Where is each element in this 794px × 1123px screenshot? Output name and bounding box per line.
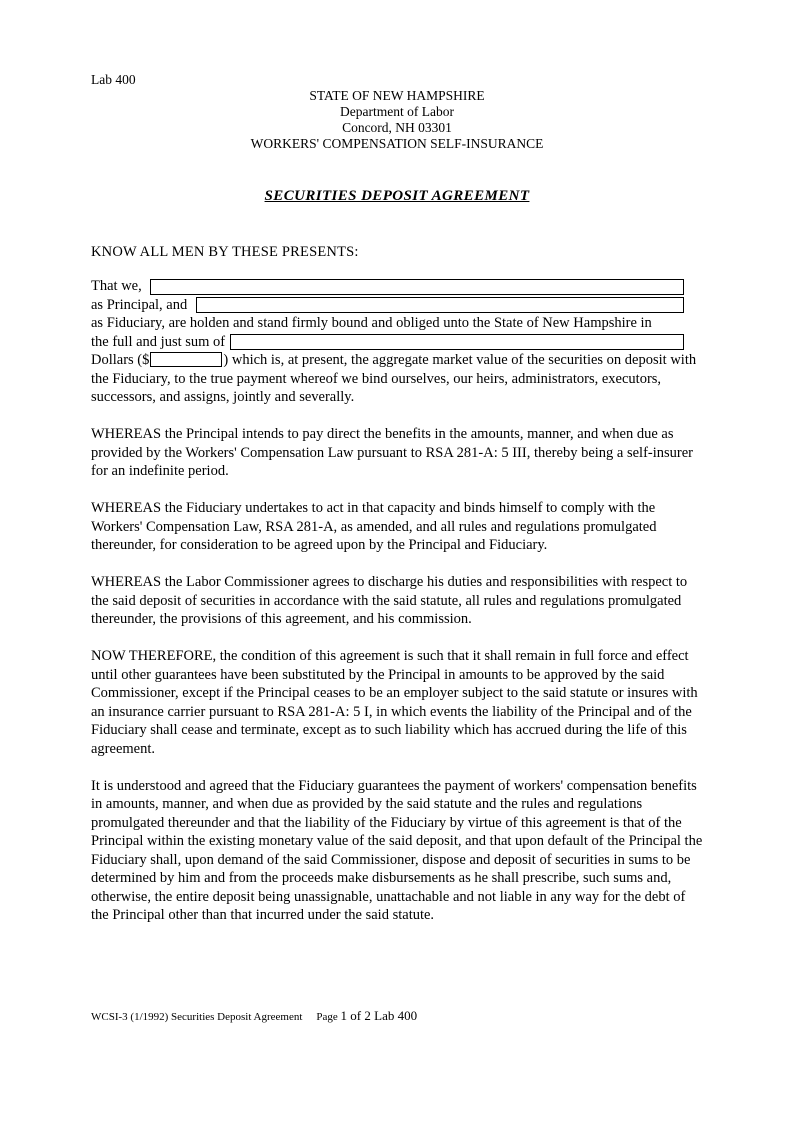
header-program: WORKERS' COMPENSATION SELF-INSURANCE [250, 136, 544, 151]
principal-line [91, 277, 703, 296]
header-department: Department of Labor [340, 104, 454, 119]
that-we-label: That we, [91, 278, 146, 294]
principal-name-field[interactable] [150, 279, 684, 295]
sum-of-label: the full and just sum of [91, 333, 226, 350]
header-state: STATE OF NEW HAMPSHIRE [309, 88, 485, 103]
header-city: Concord, NH 03301 [342, 120, 452, 135]
fiduciary-line [91, 296, 703, 315]
paragraph-whereas-fiduciary: WHEREAS the Fiduciary undertakes to act in that capacity and binds himself to comply with the Workers' Compensation Law, RSA 281-A, as amended, and all rules and regulations promulgated thereunder, for consideration to be agreed upon by the Principal and Fiduciary. [91, 500, 657, 553]
sum-words-line [91, 333, 703, 352]
fiduciary-name-field[interactable] [196, 297, 684, 313]
intro-continuation [91, 351, 703, 407]
as-principal-label: as Principal, and [91, 296, 191, 313]
intro-continuation-text: ) which is, at present, the aggregate market value of the securities on deposit with the Fiduciary, to the true payment whereof we bind ourselves, our heirs, administrators, executors, successors, and assigns, jointly and severally. [91, 352, 697, 405]
paragraph-now-therefore: NOW THEREFORE, the condition of this agreement is such that it shall remain in full force and effect until other guarantees have been substituted by the Principal in amounts to be approved by the said Commissioner, except if the Principal ceases to be an employer subject to the said statute or insures with an insurance carrier pursuant to RSA 281-A: 5 I, in which events the liability of the Principal and of the Fiduciary shall cease and terminate, except as to such liability which has accrued during the life of this agreement. [91, 648, 698, 757]
intro-block [91, 277, 703, 407]
paragraph-whereas-principal: WHEREAS the Principal intends to pay direct the benefits in the amounts, manner, and when due as provided by the Workers' Compensation Law pursuant to RSA 281-A: 5 III, thereby being a self-insurer for an indefinite period. [91, 426, 693, 479]
opening-clause: KNOW ALL MEN BY THESE PRESENTS: [91, 243, 359, 260]
sum-amount-field[interactable] [150, 352, 222, 367]
page-footer [91, 1008, 703, 1025]
footer-page-label: Page [316, 1011, 338, 1023]
paragraph-understood-agreed: It is understood and agreed that the Fiduciary guarantees the payment of workers' compensation benefits in amounts, manner, and when due as provided by the said statute and the rules and regulations promulgated thereunder and that the liability of the Fiduciary by virtue of this agreement is that of the Principal within the existing monetary value of the said deposit, and that upon default of the Principal the Fiduciary shall, upon demand of the said Commissioner, dispose and deposit of securities in sums to be determined by him and from the proceeds make disbursements as he shall prescribe, such sums and, otherwise, the entire deposit being unassignable, unattachable and not liable in any way for the debt of the Principal other than that incurred under the said statute. [91, 777, 703, 923]
document-content [91, 72, 703, 925]
sum-in-words-field[interactable] [230, 334, 684, 350]
document-title: SECURITIES DEPOSIT AGREEMENT [264, 188, 530, 204]
footer-form-ref: WCSI-3 (1/1992) Securities Deposit Agreement [91, 1011, 303, 1023]
form-code: Lab 400 [91, 72, 136, 87]
footer-page-info: 1 of 2 Lab 400 [340, 1008, 418, 1023]
fiduciary-bound-text: as Fiduciary, are holden and stand firmly bound and obliged unto the State of New Hampshire in [91, 315, 652, 331]
dollars-label: Dollars ($ [91, 352, 150, 368]
paragraph-whereas-commissioner: WHEREAS the Labor Commissioner agrees to discharge his duties and responsibilities with respect to the said deposit of securities in accordance with the said statute, all rules and regulations promulgated thereunder, the provisions of this agreement, and his commission. [91, 574, 688, 627]
